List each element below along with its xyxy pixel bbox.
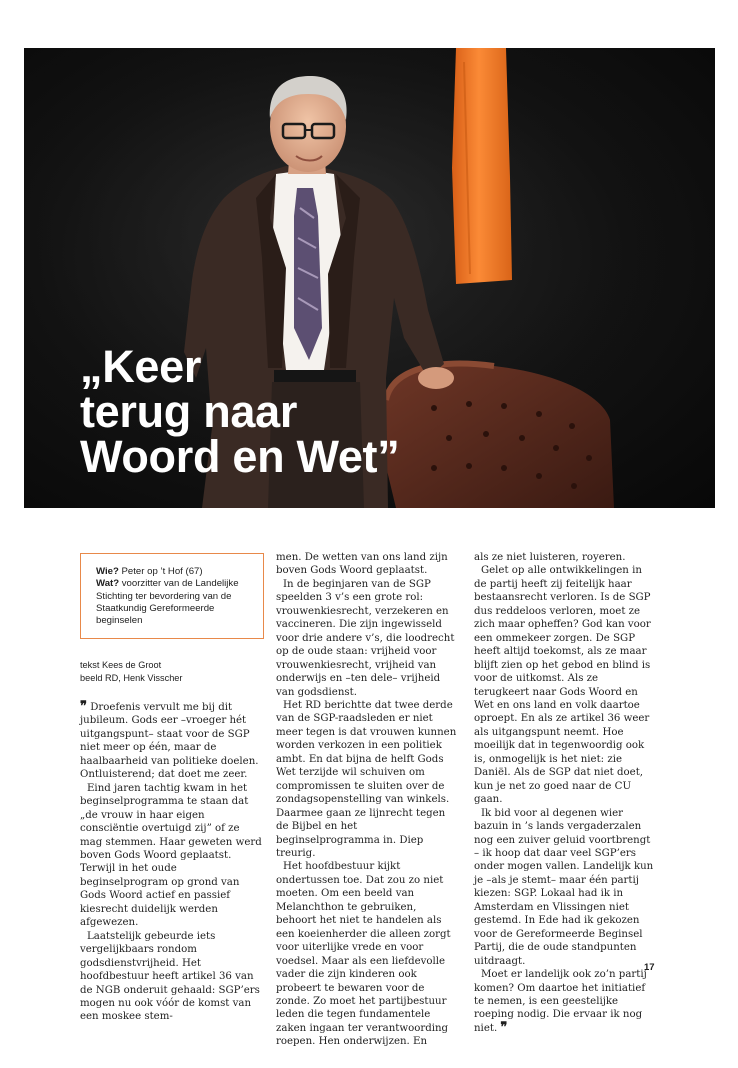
paragraph: Eind jaren tachtig kwam in het beginselprogramma te staan dat „de vrouw in haar eigen consciëntie overtuigd zij” of ze mag stemmen. Haar geweten werd boven Gods Woord geplaatst. Terwijl in het oude beginselprogram op grond van Gods Woord actief en passief kiesrecht duidelijk werden afgewezen. [80,782,262,929]
what-label: Wat? [96,578,120,590]
infobox-what [96,578,253,627]
credits [80,659,182,685]
credit-photo: beeld RD, Henk Visscher [80,673,183,683]
orange-scarf [452,48,512,284]
paragraph: Ik bid voor al degenen wier bazuin in ’s lands vergaderzalen nog een zuiver geluid voortbrengt – ik hoop dat daar veel SGP’ers onder mogen vallen. Landelijk kun je –als je stemt– maar één partij kiezen: SGP. Lokaal had ik in Amsterdam en Vlissingen niet gestemd. In Ede had ik gekozen voor de Gereformeerde Beginsel Partij, die de oude standpunten uitdraagt. [474,807,654,967]
open-quote-icon: ❞ [80,698,87,713]
headline-line-3: Woord en Wet” [80,431,400,482]
headline [80,341,400,482]
article-column-2 [276,551,458,1049]
paragraph: men. De wetten van ons land zijn boven Gods Woord geplaatst. [276,552,448,577]
paragraph: Laatstelijk gebeurde iets vergelijkbaars rondom godsdienstvrijheid. Het hoofdbestuur heeft artikel 36 van de NGB onderuit gehaald: SGP’ers mogen nu ook vóór de komst van een moskee stem- [80,930,260,1023]
paragraph: Het RD berichtte dat twee derde van de SGP-raadsleden er niet meer tegen is dat vrouwen kunnen worden verkozen in een politiek ambt. En dat bijna de helft Gods Wet terzijde wil schuiven om compromissen te sluiten over de zondagsopenstelling van winkels. Daarmee gaan ze lijnrecht tegen de Bijbel en het beginselprogramma in. Diep treurig. [276,699,457,859]
headline-line-2: terug naar [80,386,298,437]
paragraph: Moet er landelijk ook zo’n partij komen? Om daartoe het initiatief te nemen, is een geestelijke roeping nodig. Die ervaar ik nog niet. ❞ [474,969,647,1034]
paragraph: Het hoofdbestuur kijkt ondertussen toe. Dat zou zo niet moeten. Om een beeld van Melanchthon te gebruiken, behoort het niet te handelen als een koeienherder die alleen zorgt voor uiterlijke vrede en voor voedsel. Maar als een liefdevolle vader die zijn kinderen ook probeert te bewaren voor de zonde. Zo moet het partijbestuur leden die tegen fundamentele zaken ingaan ter verantwoording roepen. Hen onderwijzen. En [276,861,451,1048]
what-value: voorzitter van de Landelijke Stichting ter bevordering van de Staatkundig Gereformeerde beginselen [96,578,239,627]
credit-text: tekst Kees de Groot [80,660,162,670]
paragraph: Gelet op alle ontwikkelingen in de partij heeft zij feitelijk haar bestaansrecht verloren. Is de SGP dus reddeloos verloren, moet ze zich maar opheffen? God kan voor een ommekeer zorgen. De SGP heeft altijd toekomst, als ze maar blijft zien op het gebod en blind is voor de uitkomst. Als ze terugkeert naar Gods Woord en Wet en ons land en volk daartoe oproept. En als ze artikel 36 weer als uitgangspunt neemt. Hoe moeilijk dat in tegenwoordig ook is, onmogelijk is het niet: zie Daniël. Als de SGP dat niet doet, kun je net zo goed naar de CU gaan. [474,565,651,806]
article-column-3 [474,551,656,1035]
who-label: Wie? [96,566,119,577]
hero-photo [24,48,715,508]
paragraph: ❞ Droefenis vervult me bij dit jubileum. Gods eer –vroeger hét uitgangspunt– staat voor de SGP niet meer op één, maar de haalbaarheid van politieke doelen. Ontluisterend; dat doet me zeer. [80,698,259,781]
page-number: 17 [644,962,655,973]
paragraph: In de beginjaren van de SGP speelden 3 v’s een grote rol: vrouwenkiesrecht, verzekeren en vaccineren. Die zijn ingewisseld voor drie andere v’s, die loodrecht op de oude staan: vrijheid voor vrouwenkiesrecht, vrijheid van onderwijs en –ten dele– vrijheid van godsdienst. [276,578,455,698]
profile-infobox [80,553,264,639]
article-column-1 [80,698,264,1024]
paragraph: als ze niet luisteren, royeren. [474,552,626,563]
infobox-who [96,566,253,578]
headline-line-1: „Keer [80,341,202,392]
who-value: Peter op ’t Hof (67) [118,566,203,577]
close-quote-icon: ❞ [500,1018,508,1034]
